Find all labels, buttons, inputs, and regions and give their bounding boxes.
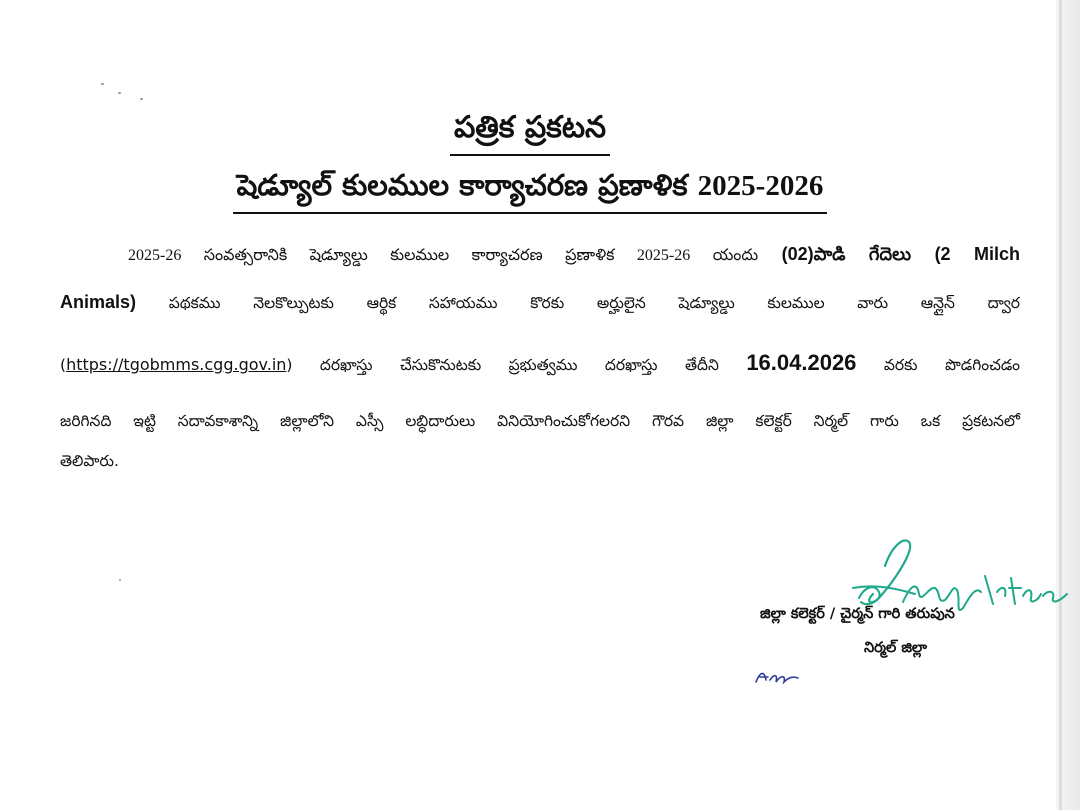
scheme-name: (02)పాడి గేదెలు (2 Milch: [781, 244, 1021, 264]
scheme-name-cont: Animals): [60, 292, 137, 312]
body-line-3-end: వరకు పొడగించడం: [883, 356, 1021, 374]
paren-open: (: [60, 356, 67, 374]
body-line-1-text: 2025-26 సంవత్సరానికి షెడ్యూల్డు కులముల కార్యాచరణ ప్రణాళిక 2025-26 యందు: [128, 247, 759, 264]
body-line-5-text: తెలిపారు.: [60, 452, 119, 470]
application-portal-link[interactable]: https://tgobmms.cgg.gov.in: [66, 355, 287, 374]
scan-speck: [140, 98, 143, 100]
signatory-district: నిర్మల్ జిల్లా: [864, 640, 928, 656]
scan-speck: [119, 579, 121, 581]
subtitle-telugu: షెడ్యూల్ కులముల కార్యాచరణ ప్రణాళిక: [236, 168, 688, 202]
subtitle-year: 2025-2026: [697, 170, 824, 202]
body-line-2-text: పథకము నెలకొల్పుటకు ఆర్థిక సహాయము కొరకు అర్హులైన షెడ్యూల్డు కులముల వారు ఆన్లైన్ ద్వార: [168, 294, 1020, 312]
body-line-3-text: ) దరఖాస్తు చేసుకొనుటకు ప్రభుత్వము దరఖాస్తు తేదీని: [286, 356, 719, 374]
scan-speck: [101, 83, 104, 85]
body-line-5: [60, 452, 1020, 474]
signatory-designation: జిల్లా కలెక్టర్ / చైర్మన్ గారి తరుపున: [760, 606, 955, 622]
body-line-1: [128, 244, 1020, 269]
deadline-date: 16.04.2026: [746, 350, 857, 375]
body-line-2: [60, 292, 1020, 316]
body-line-4-text: జరిగినది ఇట్టి సదావకాశాన్ని జిల్లాలోని ఎస్సీ లబ్ధిదారులు వినియోగించుకోగలరని గౌరవ జిల్లా కలెక్టర్ నిర్మల్ గారు ఒక ప్రకటనలో: [60, 412, 1020, 430]
page-subtitle: [0, 168, 1060, 214]
initials-mark: [752, 664, 802, 688]
title-text: పత్రిక ప్రకటన: [450, 110, 610, 156]
page-title: [0, 110, 1060, 156]
body-line-3: [60, 350, 1020, 378]
body-line-4: [60, 412, 1020, 434]
subtitle-underline: [233, 168, 828, 214]
scan-speck: [118, 92, 121, 94]
